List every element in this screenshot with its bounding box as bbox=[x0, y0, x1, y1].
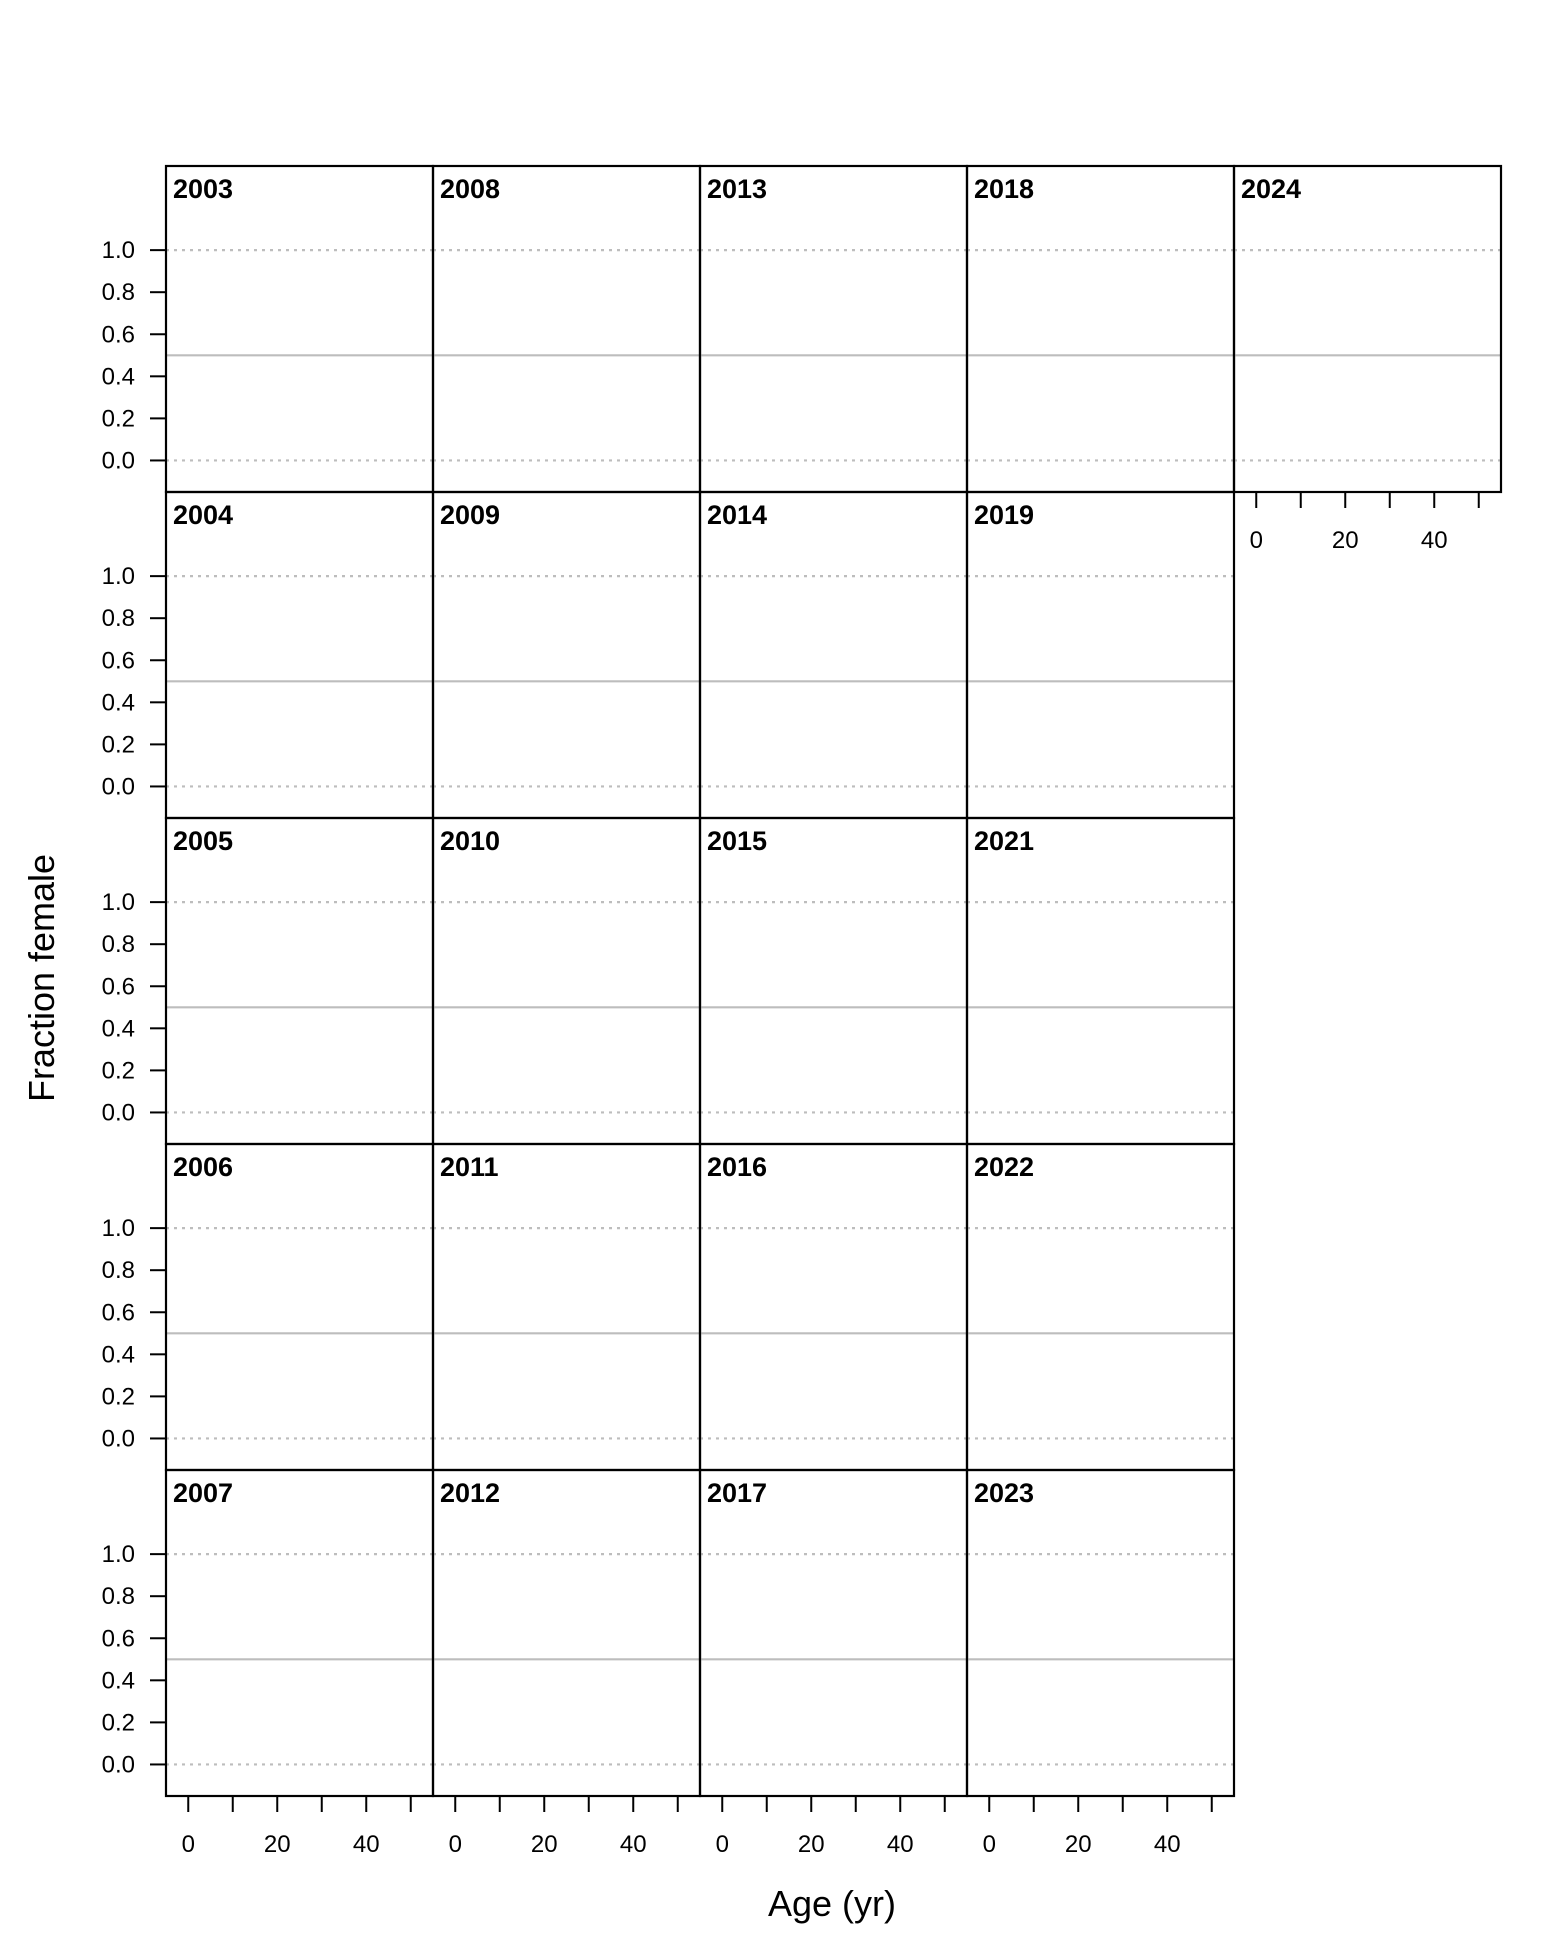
y-tick-label: 0.4 bbox=[101, 363, 135, 391]
panel-2014 bbox=[700, 492, 967, 818]
panel-frame bbox=[433, 492, 700, 818]
x-tick-label: 20 bbox=[1064, 1831, 1092, 1858]
panel-2022 bbox=[967, 1144, 1234, 1470]
panel-frame bbox=[967, 818, 1234, 1144]
y-tick-label: 0.4 bbox=[101, 1015, 135, 1043]
panel-year-label: 2017 bbox=[707, 1478, 768, 1508]
y-tick-label: 0.4 bbox=[101, 1667, 135, 1695]
x-tick-label: 20 bbox=[797, 1831, 825, 1858]
y-tick-label: 0.8 bbox=[101, 605, 135, 633]
panel-frame bbox=[433, 1470, 700, 1796]
panel-year-label: 2024 bbox=[1241, 174, 1302, 204]
y-tick-label: 0.2 bbox=[101, 731, 135, 759]
panel-frame bbox=[967, 1144, 1234, 1470]
panel-2015 bbox=[700, 818, 967, 1144]
x-tick-label: 20 bbox=[1331, 527, 1359, 554]
y-tick-label: 0.2 bbox=[101, 405, 135, 433]
panel-2008 bbox=[433, 166, 700, 492]
y-tick-label: 0.6 bbox=[101, 973, 135, 1001]
y-tick-label: 0.2 bbox=[101, 1709, 135, 1737]
panel-frame bbox=[433, 166, 700, 492]
panel-year-label: 2004 bbox=[173, 500, 234, 530]
panel-year-label: 2018 bbox=[974, 174, 1035, 204]
y-tick-label: 0.0 bbox=[101, 447, 135, 475]
y-tick-label: 1.0 bbox=[101, 1541, 135, 1569]
panel-frame bbox=[700, 1470, 967, 1796]
panel-year-label: 2023 bbox=[974, 1478, 1035, 1508]
y-tick-label: 0.0 bbox=[101, 1099, 135, 1127]
panel-2010 bbox=[433, 818, 700, 1144]
y-tick-label: 0.8 bbox=[101, 279, 135, 307]
y-tick-label: 0.8 bbox=[101, 1257, 135, 1285]
panel-2023 bbox=[967, 1470, 1234, 1858]
panel-frame bbox=[166, 818, 433, 1144]
panel-2009 bbox=[433, 492, 700, 818]
panel-2017 bbox=[700, 1470, 967, 1858]
panel-year-label: 2005 bbox=[173, 826, 234, 856]
panel-frame bbox=[433, 818, 700, 1144]
y-tick-label: 1.0 bbox=[101, 889, 135, 917]
x-tick-label: 0 bbox=[715, 1831, 729, 1858]
panel-year-label: 2010 bbox=[440, 826, 501, 856]
panel-frame bbox=[700, 166, 967, 492]
panel-2003 bbox=[102, 166, 433, 492]
panel-2012 bbox=[433, 1470, 700, 1858]
panel-frame bbox=[166, 492, 433, 818]
x-tick-label: 20 bbox=[263, 1831, 291, 1858]
y-tick-label: 0.8 bbox=[101, 931, 135, 959]
panel-frame bbox=[166, 1470, 433, 1796]
x-tick-label: 0 bbox=[982, 1831, 996, 1858]
x-tick-label: 0 bbox=[448, 1831, 462, 1858]
panel-2019 bbox=[967, 492, 1234, 818]
y-tick-label: 0.0 bbox=[101, 1751, 135, 1779]
x-tick-label: 40 bbox=[1153, 1831, 1181, 1858]
panels-group bbox=[102, 166, 1501, 1858]
panel-year-label: 2006 bbox=[173, 1152, 234, 1182]
panel-2004 bbox=[102, 492, 433, 818]
panel-2016 bbox=[700, 1144, 967, 1470]
panel-year-label: 2022 bbox=[974, 1152, 1035, 1182]
panel-year-label: 2019 bbox=[974, 500, 1035, 530]
panel-year-label: 2003 bbox=[173, 174, 234, 204]
x-tick-label: 40 bbox=[886, 1831, 914, 1858]
y-tick-label: 0.2 bbox=[101, 1057, 135, 1085]
panel-year-label: 2007 bbox=[173, 1478, 234, 1508]
panel-year-label: 2014 bbox=[707, 500, 768, 530]
y-tick-label: 1.0 bbox=[101, 1215, 135, 1243]
y-tick-label: 0.2 bbox=[101, 1383, 135, 1411]
y-tick-label: 0.8 bbox=[101, 1583, 135, 1611]
panel-year-label: 2021 bbox=[974, 826, 1035, 856]
y-axis-title: Fraction female bbox=[21, 853, 62, 1103]
y-tick-label: 0.0 bbox=[101, 1425, 135, 1453]
panel-frame bbox=[166, 1144, 433, 1470]
panel-2006 bbox=[102, 1144, 433, 1470]
panel-2018 bbox=[967, 166, 1234, 492]
y-tick-label: 1.0 bbox=[101, 237, 135, 265]
panel-frame bbox=[1234, 166, 1501, 492]
y-tick-label: 0.6 bbox=[101, 321, 135, 349]
panel-year-label: 2013 bbox=[707, 174, 768, 204]
panel-frame bbox=[700, 492, 967, 818]
panel-2011 bbox=[433, 1144, 700, 1470]
y-tick-label: 0.6 bbox=[101, 647, 135, 675]
x-axis-title: Age (yr) bbox=[767, 1883, 897, 1924]
panel-year-label: 2015 bbox=[707, 826, 768, 856]
panel-2021 bbox=[967, 818, 1234, 1144]
x-tick-label: 0 bbox=[1249, 527, 1263, 554]
y-tick-label: 0.4 bbox=[101, 689, 135, 717]
panel-2013 bbox=[700, 166, 967, 492]
x-tick-label: 20 bbox=[530, 1831, 558, 1858]
y-tick-label: 1.0 bbox=[101, 563, 135, 591]
panel-2005 bbox=[102, 818, 433, 1144]
panel-frame bbox=[967, 166, 1234, 492]
panel-2007 bbox=[102, 1470, 433, 1858]
panel-year-label: 2012 bbox=[440, 1478, 501, 1508]
y-tick-label: 0.4 bbox=[101, 1341, 135, 1369]
panel-frame bbox=[967, 492, 1234, 818]
y-tick-label: 0.6 bbox=[101, 1299, 135, 1327]
y-tick-label: 0.0 bbox=[101, 773, 135, 801]
panel-year-label: 2016 bbox=[707, 1152, 768, 1182]
panel-year-label: 2008 bbox=[440, 174, 501, 204]
x-tick-label: 40 bbox=[1420, 527, 1448, 554]
panel-year-label: 2009 bbox=[440, 500, 501, 530]
panel-2024 bbox=[1234, 166, 1501, 554]
y-tick-label: 0.6 bbox=[101, 1625, 135, 1653]
panel-frame bbox=[700, 818, 967, 1144]
panel-frame bbox=[433, 1144, 700, 1470]
panel-frame bbox=[967, 1470, 1234, 1796]
panel-frame bbox=[166, 166, 433, 492]
x-tick-label: 40 bbox=[619, 1831, 647, 1858]
x-tick-label: 0 bbox=[181, 1831, 195, 1858]
x-tick-label: 40 bbox=[352, 1831, 380, 1858]
panel-frame bbox=[700, 1144, 967, 1470]
panel-year-label: 2011 bbox=[440, 1152, 499, 1182]
